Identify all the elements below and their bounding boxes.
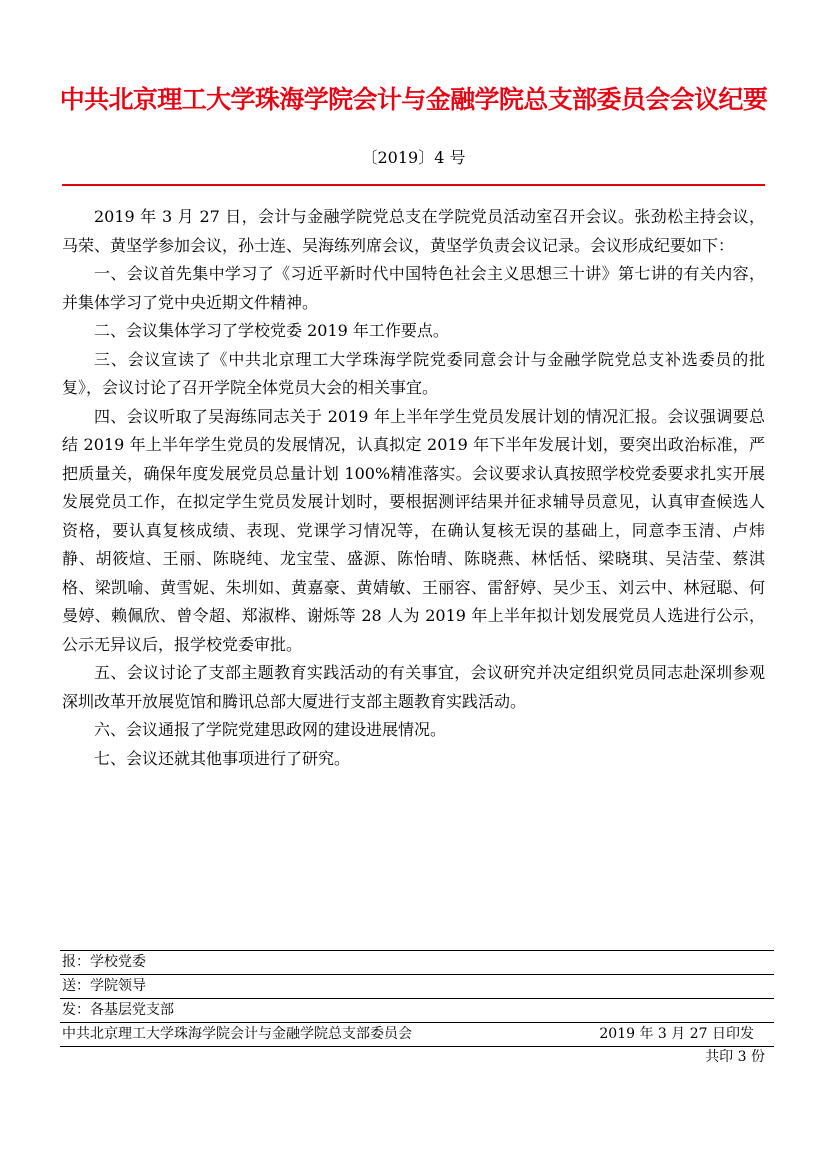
meeting-minutes-body: [62, 203, 765, 773]
report-to-row: 报：学校党委: [60, 950, 774, 974]
paragraph-intro: 2019 年 3 月 27 日，会计与金融学院党总支在学院党员活动室召开会议。张劲松主持会议，马荣、黄坚学参加会议，孙士连、吴海练列席会议，黄坚学负责会议记录。会议形成纪要如下：: [62, 207, 765, 255]
issuer-name: 中共北京理工大学珠海学院会计与金融学院总支部委员会: [62, 1026, 412, 1042]
issue-date: 2019 年 3 月 27 日印发: [599, 1026, 754, 1042]
copies-count: 共印 3 份: [705, 1049, 765, 1065]
document-number: 〔2019〕4 号: [361, 148, 466, 167]
paragraph-item-7: 七、会议还就其他事项进行了研究。: [94, 748, 351, 768]
distribution-table: [60, 950, 774, 1047]
paragraph-item-3: 三、会议宣读了《中共北京理工大学珠海学院党委同意会计与金融学院党总支补选委员的批复》，会议讨论了召开学院全体党员大会的相关事宜。: [62, 349, 765, 397]
page-title: 中共北京理工大学珠海学院会计与金融学院总支部委员会会议纪要: [59, 85, 768, 114]
red-divider-line: [62, 184, 765, 186]
paragraph-item-2: 二、会议集体学习了学校党委 2019 年工作要点。: [94, 321, 449, 340]
send-to-row: 送：学院领导: [60, 974, 774, 998]
issuer-row: [60, 1022, 774, 1047]
paragraph-item-5: 五、会议讨论了支部主题教育实践活动的有关事宜，会议研究并决定组织党员同志赴深圳参观深圳改革开放展览馆和腾讯总部大厦进行支部主题教育实践活动。: [62, 663, 765, 711]
paragraph-item-4: 四、会议听取了吴海练同志关于 2019 年上半年学生党员发展计划的情况汇报。会议强调要总结 2019 年上半年学生党员的发展情况，认真拟定 2019 年下半年发展计划，要突出政治标准，严把质量关，确保年度发展党员总量计划 100%精准落实。会议要求认真按照学校党委要求扎实开展发展党员工作，在拟定学生党员发展计划时，要根据测评结果并征求辅导员意见，认真审查候选人资格，要认真复核成绩、表现、党课学习情况等，在确认复核无误的基础上，同意李玉清、卢炜静、胡筱煊、王丽、陈晓纯、龙宝莹、盛源、陈怡晴、陈晓燕、林恬恬、梁晓琪、吴洁莹、蔡淇格、梁凯喻、黄雪妮、朱圳如、黄嘉豪、黄婧敏、王丽容、雷舒婷、吴少玉、刘云中、林冠聪、何曼婷、赖佩欣、曾令超、郑淑桦、谢烁等 28 人为 2019 年上半年拟计划发展党员人选进行公示，公示无异议后，报学校党委审批。: [62, 406, 765, 654]
issue-to-row: 发：各基层党支部: [60, 998, 774, 1022]
paragraph-item-1: 一、会议首先集中学习了《习近平新时代中国特色社会主义思想三十讲》第七讲的有关内容，并集体学习了党中央近期文件精神。: [62, 264, 765, 312]
paragraph-item-6: 六、会议通报了学院党建思政网的建设进展情况。: [94, 720, 447, 739]
